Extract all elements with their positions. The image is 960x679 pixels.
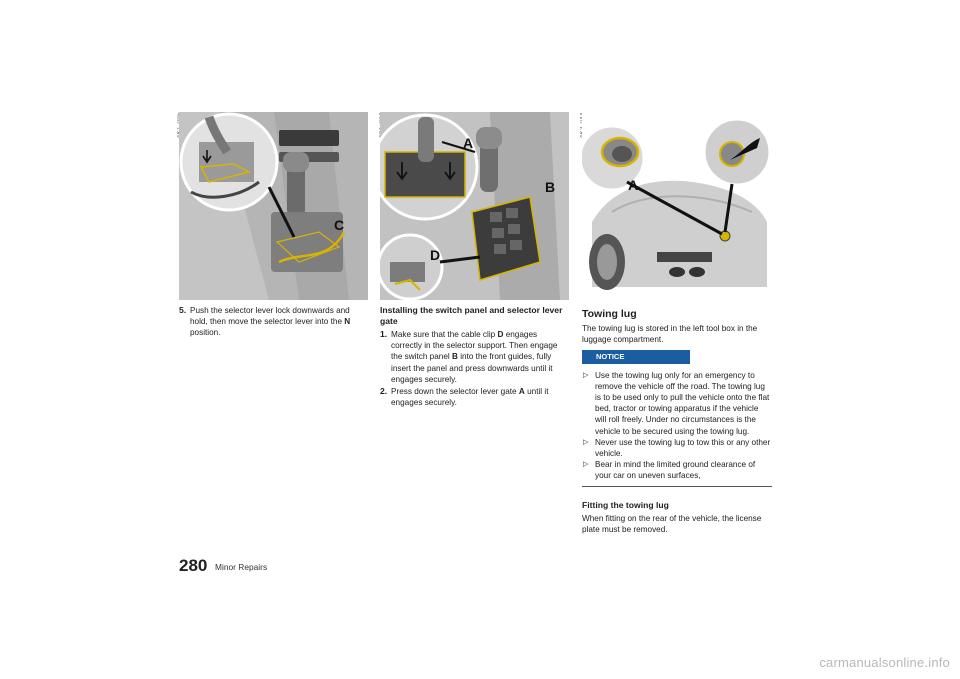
step-5: 5. Push the selector lever lock downwards and hold, then move the selector lever into the N position. xyxy=(179,305,351,338)
triangle-bullet-icon: ▷ xyxy=(583,438,589,446)
figure-label-c: C xyxy=(334,217,345,233)
subsection-heading: Fitting the towing lug xyxy=(582,499,669,510)
list-item: ▷ Use the towing lug only for an emergency to remove the vehicle off the road. The towing lug is to be used only to pull the vehicle onto the flat bed, tractor or towing apparatus if the vehicle will roll freely. Under no circumstances is the vehicle to be secured using the towing lug. xyxy=(583,370,770,436)
step-2: 2. Press down the selector lever gate A until it engages securely. xyxy=(380,386,549,408)
figure-towing-lug xyxy=(582,112,771,300)
column-1 xyxy=(179,305,365,340)
list-item: ▷ Never use the towing lug to tow this or any other vehicle. xyxy=(583,437,771,459)
intro-text: The towing lug is stored in the left tool box in the luggage compartment. xyxy=(582,324,758,345)
page-number: 280 xyxy=(179,556,208,575)
figure-label-a: A xyxy=(463,135,474,151)
column-2 xyxy=(380,305,569,409)
figure-label-a: A xyxy=(628,177,639,193)
triangle-bullet-icon: ▷ xyxy=(583,461,589,469)
step-1: 1. Make sure that the cable clip D engages correctly in the selector support. Then engage the switch panel B into the front guides, fully insert the panel and press downwards until it engages securely. xyxy=(380,329,558,384)
list-item: ▷ Bear in mind the limited ground clearance of your car on uneven surfaces, xyxy=(583,460,756,481)
notice-badge: NOTICE xyxy=(582,350,690,364)
section-title: Towing lug xyxy=(582,308,637,320)
subsection-text: When fitting on the rear of the vehicle, the license plate must be removed. xyxy=(582,513,762,534)
step-number: 2. xyxy=(380,386,388,397)
watermark-link[interactable]: carmanualsonline.info xyxy=(819,655,950,670)
column-3 xyxy=(582,309,772,535)
figure-label-d: D xyxy=(430,247,441,263)
figure-selector-lever-lock xyxy=(179,112,368,300)
section-name: Minor Repairs xyxy=(215,562,268,572)
step-number: 5. xyxy=(179,305,187,315)
figure-switch-panel xyxy=(380,112,569,300)
step-number: 1. xyxy=(380,329,388,339)
divider xyxy=(582,486,772,487)
section-heading: Installing the switch panel and selector lever gate xyxy=(380,305,563,326)
triangle-bullet-icon: ▷ xyxy=(583,371,589,379)
figure-label-b: B xyxy=(545,179,556,195)
